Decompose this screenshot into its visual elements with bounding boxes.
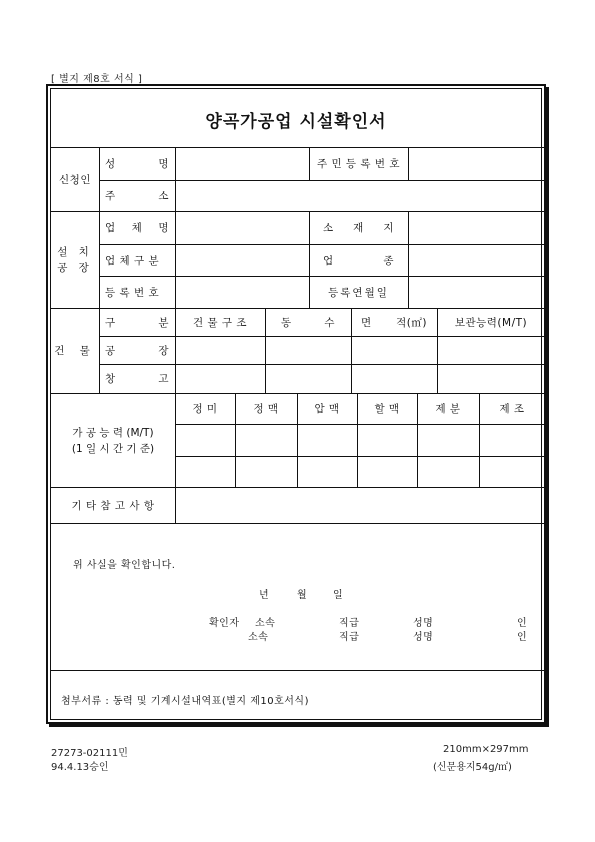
name-value-field[interactable] [175, 147, 309, 180]
building-group-label: 건 물 [54, 345, 96, 357]
other-notes-field[interactable] [175, 487, 545, 523]
col-building-count: 동 수 [281, 316, 335, 329]
col-storage-capacity: 보관능력(M/T) [454, 316, 528, 329]
name-label: 성 명 [105, 158, 169, 170]
resident-id-label: 주 민 등 록 번 호 [316, 158, 401, 170]
reg-date-label: 등록연월일 [328, 286, 389, 299]
form-inner-border [50, 88, 542, 720]
date-year: 년 [259, 590, 270, 601]
col-pressed-barley: 압 맥 [314, 403, 340, 415]
rule [51, 670, 545, 671]
business-name-field[interactable] [175, 211, 309, 244]
col-manufacturing: 제 조 [499, 403, 525, 415]
industry-label: 업 종 [323, 254, 394, 267]
paper-spec: (신문용지54g/㎡) [433, 762, 512, 773]
confirmer-role: 확인자 [209, 618, 240, 629]
other-notes-label: 기 타 참 고 사 항 [71, 499, 155, 512]
rule [175, 456, 545, 457]
name-sign-label-2: 성명 [413, 632, 434, 643]
paper-size: 210mm×297mm [443, 744, 529, 755]
affiliation-label-2: 소속 [248, 632, 269, 643]
attachment-note: 첨부서류 : 동력 및 기계시설내역표(별지 제10호서식) [61, 696, 309, 707]
location-field[interactable] [408, 211, 545, 244]
col-structure: 건 물 구 조 [192, 316, 248, 329]
capacity-label: 가 공 능 력 (M/T) (1 일 시 간 기 준) [71, 427, 155, 455]
business-type-label: 업 체 구 분 [105, 254, 160, 267]
col-milling: 제 분 [435, 403, 461, 415]
reg-number-field[interactable] [175, 276, 309, 308]
col-split-barley: 할 맥 [374, 403, 400, 415]
form-frame [46, 84, 546, 724]
row-factory-label: 공 장 [105, 344, 169, 357]
building-row-header: 구 분 [105, 316, 169, 329]
address-label: 주 소 [105, 190, 169, 202]
location-label: 소 재 지 [323, 222, 394, 234]
reg-date-field[interactable] [408, 276, 545, 308]
industry-field[interactable] [408, 244, 545, 276]
rank-label-1: 직급 [339, 618, 360, 629]
date-month: 월 [297, 590, 308, 601]
confirmation-statement: 위 사실을 확인합니다. [73, 560, 176, 571]
applicant-group-label: 신청인 [59, 173, 91, 186]
business-type-field[interactable] [175, 244, 309, 276]
form-number-label: [ 별지 제8호 서식 ] [51, 74, 143, 85]
reg-number-label: 등 록 번 호 [105, 286, 160, 299]
rank-label-2: 직급 [339, 632, 360, 643]
date-day: 일 [333, 590, 344, 601]
col-rice-polishing: 정 미 [192, 403, 218, 415]
name-sign-label-1: 성명 [413, 618, 434, 629]
form-title: 양곡가공업 시설확인서 [205, 112, 387, 132]
col-barley-polishing: 정 맥 [253, 403, 279, 415]
affiliation-label-1: 소속 [255, 618, 276, 629]
seal-mark-1: 인 [517, 618, 528, 629]
business-name-label: 업 체 명 [105, 222, 169, 234]
row-warehouse-label: 창 고 [105, 373, 169, 385]
facility-group-label: 설 치 공 장 [57, 245, 93, 274]
approval-date: 94.4.13승인 [51, 762, 109, 773]
rule [175, 424, 545, 425]
address-field[interactable] [175, 180, 545, 211]
col-area: 면 적(㎡) [361, 316, 427, 329]
form-code: 27273-02111민 [51, 748, 128, 759]
seal-mark-2: 인 [517, 632, 528, 643]
rule [51, 523, 545, 524]
resident-id-field[interactable] [408, 147, 545, 180]
